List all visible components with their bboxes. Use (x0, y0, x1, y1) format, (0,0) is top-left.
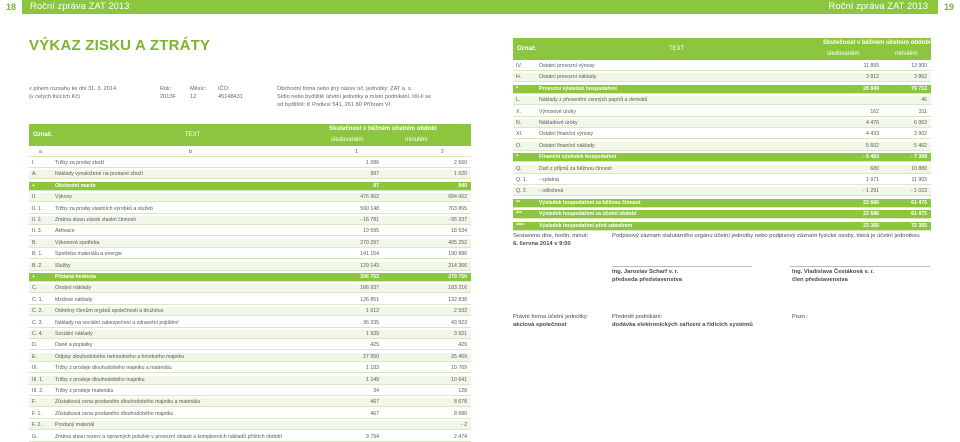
page-title: VÝKAZ ZISKU A ZTRÁTY (29, 37, 211, 54)
row-code: D. (32, 342, 38, 349)
page-number-right: 19 (938, 0, 960, 14)
row-text: Výsledek hospodaření za běžnou činnost (539, 199, 641, 206)
table-row-highlight (29, 273, 471, 282)
row-value-previous: 13 900 (911, 63, 927, 69)
table-row (29, 330, 471, 339)
row-value-current: 206 752 (360, 274, 379, 280)
row-code: *** (516, 211, 523, 218)
row-code: A. (32, 171, 37, 178)
row-code: I. (32, 160, 35, 166)
compiled-label: Sestaveno dne, hodin, minut: (513, 233, 589, 239)
legal-form-value: akciová společnost (513, 322, 567, 328)
table-row (29, 170, 471, 179)
row-value-previous: 3 921 (454, 331, 467, 337)
compiled-value: 6. června 2014 v 9:00 (513, 241, 571, 247)
row-code: * (516, 154, 519, 161)
table-row (29, 193, 471, 202)
table-row (29, 159, 471, 168)
row-code: F. 1. (32, 410, 42, 417)
table-row (29, 262, 471, 271)
row-text: Tržby z prodeje materiálu (55, 388, 114, 394)
row-text: Zůstatková cena prodaného dlouhodobého majetku (55, 410, 174, 417)
row-value-previous: 10 769 (451, 365, 467, 372)
table-row (513, 96, 931, 105)
row-value-current: 270 297 (360, 239, 379, 246)
table-row (29, 398, 471, 407)
row-value-previous: 8 678 (454, 399, 467, 406)
row-value-current: - 1 291 (862, 188, 879, 195)
row-text: Výsledek hospodaření před zdaněním (539, 222, 633, 229)
row-value-previous: 2 474 (454, 433, 467, 440)
note-label: Pozn.: (792, 314, 809, 320)
unit-label: (v celých tisících Kč) (29, 94, 80, 100)
row-code: + (32, 182, 36, 189)
row-text: Tržby za prodej zboží (55, 160, 105, 166)
row-code: III. 1. (32, 376, 44, 383)
row-value-current: 467 (370, 410, 379, 417)
signer-1-name: Ing. Jaroslav Scharf v. r. (612, 269, 679, 275)
row-text: - splatná (539, 177, 559, 183)
month-label: Měsíc: (190, 86, 207, 92)
row-value-previous: 8 680 (454, 410, 467, 417)
ico-value: 45148431 (218, 94, 243, 100)
subject-value: dodávka elektronických zařízení a řídicích systémů (612, 322, 753, 328)
table-row (29, 307, 471, 316)
month-value: 12 (190, 94, 197, 100)
row-code: F. (32, 399, 37, 406)
table-row (29, 239, 471, 248)
row-code: B. (32, 239, 37, 246)
row-value-previous: - 2 (460, 422, 467, 429)
row-value-previous: 940 (458, 182, 467, 189)
row-code: C. 3. (32, 319, 43, 326)
row-text: Ostatní provozní náklady (539, 74, 597, 81)
company-line-2: Sídlo nebo bydliště účetní jednotky a místo podnikání, liší-li se (277, 94, 431, 100)
header-text-right: TEXT (669, 46, 685, 52)
row-text: Daně a poplatky (55, 342, 93, 349)
header-period-right: Skutečnost v běžném účetním období (823, 40, 931, 46)
row-value-previous: 10 880 (911, 165, 927, 172)
table-row-highlight (513, 210, 931, 219)
row-value-previous: 405 252 (448, 239, 467, 246)
row-value-previous: 5 462 (914, 142, 927, 149)
row-text: Ostatní finanční výnosy (539, 131, 593, 138)
row-code: * (516, 85, 519, 92)
row-value-previous: - 95 337 (447, 217, 467, 223)
table-row (29, 353, 471, 362)
row-value-current: 997 (370, 171, 379, 178)
row-value-current: 11 899 (863, 63, 879, 69)
table-row (513, 176, 931, 185)
table-row (513, 142, 931, 151)
table-row (29, 227, 471, 236)
page-number-left: 18 (0, 0, 22, 14)
row-value-current: 500 148 (360, 205, 379, 212)
row-code: IV. (516, 63, 522, 69)
row-value-current: 126 851 (360, 296, 379, 303)
row-value-previous: 25 469 (451, 353, 467, 360)
row-value-current: 680 (870, 165, 879, 172)
row-value-previous: 11 903 (911, 177, 927, 183)
row-text: Sociální náklady (55, 331, 93, 337)
signature-line-1 (612, 266, 752, 267)
row-value-current: 141 154 (360, 251, 379, 258)
row-text: Změna stavu rezerv a opravných položek v provozní oblasti a komplexních nákladů příštích období (55, 433, 282, 440)
header-title-left: Roční zpráva ZAT 2013 (30, 1, 130, 12)
row-value-previous: 61 475 (911, 211, 927, 218)
row-text: Změna stavu zásob vlastní činnosti (55, 217, 136, 223)
table-row (29, 205, 471, 214)
header-text: TEXT (185, 132, 201, 138)
date-label: v plném rozsahu ke dni 31. 3. 2014 (29, 86, 117, 92)
table-row (513, 165, 931, 174)
table-row (29, 433, 471, 442)
row-value-current: 476 962 (360, 194, 379, 201)
table-row (29, 284, 471, 293)
row-code: Q. 1. (516, 177, 528, 183)
row-value-current: 4 433 (866, 131, 879, 138)
row-value-previous: 3 862 (914, 74, 927, 81)
subject-label: Předmět podnikání: (612, 314, 663, 320)
row-code: G. (32, 433, 38, 440)
row-value-current: 129 143 (360, 262, 379, 269)
row-code: F. 2. (32, 422, 42, 429)
table-row (513, 119, 931, 128)
legal-form-label: Právní forma účetní jednotky: (513, 314, 589, 320)
row-code: III. (32, 365, 38, 372)
row-code: II. 2. (32, 217, 43, 223)
row-value-previous: 763 865 (448, 205, 467, 212)
row-code: E. (32, 353, 37, 360)
sub-b: b (189, 149, 192, 155)
row-code: X. (516, 108, 521, 115)
table-row-highlight (513, 222, 931, 231)
row-text: Tržby z prodeje dlouhodobého majetku (55, 376, 145, 383)
left-table-subheader (29, 148, 471, 157)
table-row-highlight (29, 182, 471, 191)
row-value-previous: 3 902 (914, 131, 927, 138)
row-value-previous: 46 (921, 97, 927, 104)
row-value-previous: 6 063 (914, 120, 927, 126)
row-value-current: 1 086 (366, 160, 379, 166)
row-value-current: 1 149 (366, 376, 379, 383)
row-code: C. 2. (32, 308, 43, 315)
row-code: B. 2. (32, 262, 43, 269)
sub-2: 2 (441, 149, 444, 155)
row-value-previous: 311 (918, 108, 927, 115)
row-value-current: 9 794 (366, 433, 379, 440)
table-row (29, 387, 471, 396)
row-value-previous: - 7 358 (910, 154, 927, 161)
row-value-current: - 16 781 (359, 217, 379, 223)
row-code: Q. (516, 165, 522, 172)
row-text: Spotřeba materiálu a energie (55, 251, 122, 258)
row-code: N. (516, 120, 522, 126)
signature-line-2 (790, 266, 930, 267)
row-text: Ostatní finanční náklady (539, 142, 595, 149)
row-text: Odpisy dlouhodobého nehmotného a hmotného majetku (55, 353, 185, 360)
row-value-current: 34 (373, 388, 379, 394)
left-table-header (29, 124, 471, 146)
year-value: 2013F (160, 94, 176, 100)
row-value-current: 467 (370, 399, 379, 406)
row-value-current: 36 335 (363, 319, 379, 326)
row-value-previous: 190 886 (448, 251, 467, 258)
row-value-previous: 132 838 (448, 296, 467, 303)
year-label: Rok: (160, 86, 172, 92)
row-code: Q. 2. (516, 188, 528, 195)
header-oznac: Označ. (33, 132, 53, 138)
row-code: II. 1. (32, 205, 43, 212)
header-sledovanem-right: sledovaném (827, 51, 860, 57)
row-text: Tržby za prodej vlastních výrobků a služeb (55, 205, 153, 212)
table-row-highlight (513, 85, 931, 94)
row-value-current: 166 937 (360, 285, 379, 292)
row-text: Prodaný materiál (55, 422, 95, 429)
row-value-previous: 2 560 (454, 160, 467, 166)
row-text: Provozní výsledek hospodaření (539, 85, 617, 92)
table-row (513, 62, 931, 71)
row-text: Osobní náklady (55, 285, 92, 292)
sub-1: 1 (355, 149, 358, 155)
table-row (29, 319, 471, 328)
ico-label: IČO: (218, 86, 230, 92)
row-value-previous: 10 641 (451, 376, 467, 383)
table-row (513, 108, 931, 117)
row-text: Výkony (55, 194, 73, 201)
table-row (513, 73, 931, 82)
row-value-current: 22 686 (863, 211, 879, 218)
header-title-right: Roční zpráva ZAT 2013 (828, 1, 928, 12)
row-value-previous: 43 923 (451, 319, 467, 326)
row-text: Výnosové úroky (539, 108, 576, 115)
row-value-current: 1 183 (366, 365, 379, 372)
row-value-current: 27 550 (363, 353, 379, 360)
header-period: Skutečnost v běžném účetním období (329, 126, 437, 132)
row-code: C. (32, 285, 38, 292)
table-row-highlight (513, 199, 931, 208)
row-code: XI. (516, 131, 523, 138)
row-value-current: 1 971 (866, 177, 879, 183)
row-text: Náklady z přecenění cenných papírů a derivátů (539, 97, 648, 104)
table-row (513, 130, 931, 139)
table-row (29, 341, 471, 350)
row-value-previous: 2 532 (454, 308, 467, 315)
sub-a: a (39, 149, 42, 155)
row-value-current: 4 476 (866, 120, 879, 126)
row-value-current: 23 366 (863, 222, 879, 229)
row-code: H. (516, 74, 522, 81)
row-text: Výsledek hospodaření za účetní období (539, 211, 637, 218)
row-value-current: 1 612 (366, 308, 379, 315)
right-table-header (513, 38, 931, 60)
row-text: Mzdové náklady (55, 296, 93, 303)
table-row-highlight (513, 153, 931, 162)
table-row (29, 421, 471, 430)
row-value-previous: 61 475 (911, 199, 927, 206)
signer-2-role: člen představenstva (792, 277, 848, 283)
row-value-current: 5 602 (866, 142, 879, 149)
row-text: Služby (55, 262, 71, 269)
row-value-previous: 18 534 (451, 228, 467, 235)
header-oznac-right: Označ. (517, 46, 537, 52)
row-value-current: 22 686 (863, 199, 879, 206)
row-text: Náklady na sociální zabezpečení a zdravotní pojištění (55, 319, 179, 326)
header-minulem-right: minulém (895, 51, 918, 57)
row-text: Zůstatková cena prodaného dlouhodobého majetku a materiálu (55, 399, 201, 406)
row-code: II. (32, 194, 37, 201)
row-text: Aktivace (55, 228, 75, 235)
header-minulem: minulém (405, 137, 428, 143)
row-code: C. 4. (32, 331, 43, 337)
row-code: C. 1. (32, 296, 43, 303)
header-bar (0, 0, 960, 14)
row-value-previous: 79 713 (911, 85, 927, 92)
row-value-previous: 72 355 (911, 222, 927, 229)
row-value-previous: 128 (458, 388, 467, 394)
row-text: Finanční výsledek hospodaření (539, 154, 617, 161)
row-text: Nákladové úroky (539, 120, 578, 126)
table-row (513, 187, 931, 196)
row-value-current: 19 595 (363, 228, 379, 235)
row-value-current: 162 (870, 108, 879, 115)
table-row (29, 410, 471, 419)
row-text: Odměny členům orgánů společnosti a družstva (55, 308, 164, 315)
row-code: L. (516, 97, 521, 104)
company-line-1: Obchodní firma nebo jiný název úč. jednotky: ZAT a. s. (277, 86, 413, 92)
row-value-previous: 214 366 (448, 262, 467, 269)
table-row (29, 296, 471, 305)
row-code: III. 2. (32, 388, 44, 394)
row-text: Obchodní marže (55, 182, 96, 189)
row-code: O. (516, 142, 522, 149)
row-text: Náklady vynaložené na prodané zboží (55, 171, 143, 178)
row-value-current: 1 939 (366, 331, 379, 337)
row-value-previous: 279 750 (448, 274, 467, 280)
row-text: Ostatní provozní výnosy (539, 63, 595, 69)
row-text: Daň z příjmů za běžnou činnost (539, 165, 612, 172)
row-code: ** (516, 199, 521, 206)
row-text: Přidaná hodnota (55, 274, 96, 280)
row-code: B. 1. (32, 251, 43, 258)
row-value-current: 28 849 (863, 85, 879, 92)
row-text: - odložená (539, 188, 564, 195)
table-row (29, 376, 471, 385)
signer-2-name: Ing. Vladislava Čestáková v. r. (792, 269, 875, 275)
row-value-previous: - 1 023 (910, 188, 927, 195)
table-row (29, 364, 471, 373)
row-value-previous: 684 062 (448, 194, 467, 201)
signature-text: Podpisový záznam statutárního orgánu účetní jednotky nebo podpisový záznam fyzické osoby, která je účetní jednotkou (612, 233, 920, 239)
row-code: **** (516, 222, 525, 229)
signer-1-role: předseda představenstva (612, 277, 682, 283)
row-code: II. 3. (32, 228, 43, 235)
row-code: + (32, 274, 36, 280)
row-value-current: 425 (370, 342, 379, 349)
row-value-previous: 1 620 (454, 171, 467, 178)
row-value-current: 87 (373, 182, 379, 189)
row-text: Výkonová spotřeba (55, 239, 100, 246)
row-value-current: - 5 483 (862, 154, 879, 161)
header-sledovanem: sledovaném (331, 137, 364, 143)
row-value-current: 3 812 (866, 74, 879, 81)
company-line-3: od bydliště: K Podlesí 541, 261 80 Příbram VI (277, 102, 391, 108)
table-row (29, 250, 471, 259)
row-value-previous: 183 216 (448, 285, 467, 292)
row-value-previous: 429 (458, 342, 467, 349)
table-row (29, 216, 471, 225)
row-text: Tržby z prodeje dlouhodobého majetku a materiálu (55, 365, 172, 372)
